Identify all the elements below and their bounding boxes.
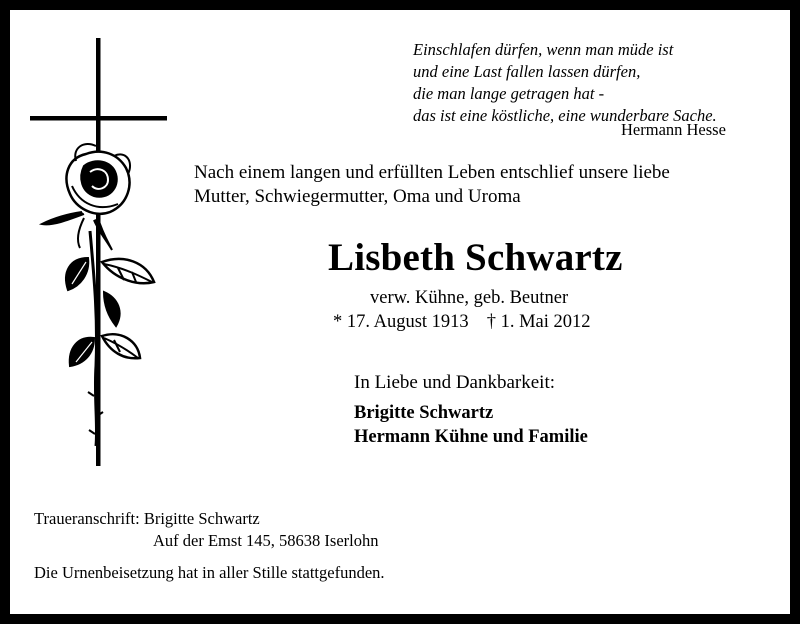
- mourner-name: Hermann Kühne und Familie: [354, 427, 588, 447]
- cross-icon: [30, 38, 167, 466]
- poem-line: Einschlafen dürfen, wenn man müde ist: [413, 40, 674, 59]
- poem-line: das ist eine köstliche, eine wunderbare Sache.: [413, 106, 717, 125]
- cross-with-rose-illustration: [28, 36, 178, 468]
- birth-date: * 17. August 1913: [333, 312, 469, 332]
- poem-line: und eine Last fallen lassen dürfen,: [413, 62, 641, 81]
- obituary-card: [10, 10, 790, 614]
- intro-line: Mutter, Schwiegermutter, Oma und Uroma: [194, 186, 521, 207]
- life-dates: [333, 312, 591, 333]
- mourners-list: [354, 401, 588, 449]
- mourning-address-line1: Traueranschrift: Brigitte Schwartz: [34, 509, 260, 528]
- poem-line: die man lange getragen hat -: [413, 84, 605, 103]
- poem-quote: [413, 39, 717, 127]
- thanks-label: In Liebe und Dankbarkeit:: [354, 372, 556, 393]
- mourning-address-line2: Auf der Emst 145, 58638 Iserlohn: [153, 531, 379, 550]
- poem-author: Hermann Hesse: [621, 120, 726, 139]
- intro-line: Nach einem langen und erfüllten Leben entschlief unsere liebe: [194, 162, 670, 183]
- death-date: † 1. Mai 2012: [486, 312, 591, 332]
- former-names: verw. Kühne, geb. Beutner: [370, 288, 569, 308]
- intro-text: [194, 161, 670, 209]
- deceased-name: Lisbeth Schwartz: [328, 236, 623, 279]
- burial-note: Die Urnenbeisetzung hat in aller Stille stattgefunden.: [34, 563, 385, 582]
- mourner-name: Brigitte Schwartz: [354, 403, 494, 423]
